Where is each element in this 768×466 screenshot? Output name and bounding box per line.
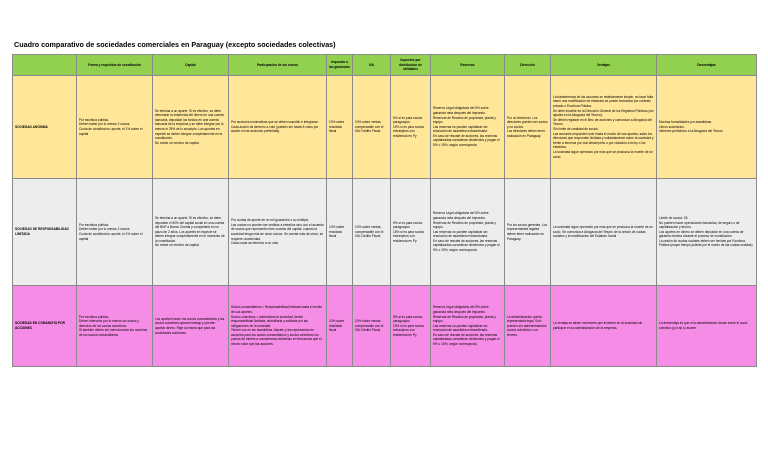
cell-text: Límite de socios: 25. (659, 215, 689, 220)
cell-text: Se efectúa a un aporte. Si es efectivo, se debe demostrar la existencia del dinero en una cuenta bancaria, depositar los fondos en una cuenta bancaria de la empresa y se debe integrar por lo menos el 25% de lo suscripto. Los aportes en especie se deben integrar completamente en la constitución. (155, 108, 224, 141)
cell-text: Reserva Legal obligatoria del 5% sobre ganancia neta después del impuesto. (433, 211, 489, 220)
header-cell: Ventajas (551, 55, 657, 76)
cell-text: No pueden hacer operaciones bancarias, de seguro o de capitalización y ahorro. (659, 220, 740, 230)
header-cell: Desventajas (657, 55, 757, 76)
table-cell (77, 179, 153, 286)
row-label: SOCIEDAD DE RESPONSABILIDAD LIMITADA (13, 179, 77, 286)
cell-text: Los aportes hacen los socios comanditarios y los socios colectivos aportan trabajo y pueden aportar dinero. Rige la misma que para las sociedades anónimas. (155, 316, 225, 335)
cell-text: Por los socios gerentes. Los representantes legales deben tener radicación en Paraguay. (507, 222, 548, 241)
table-cell (353, 286, 391, 367)
table-row-sociedad-comandita-acciones (13, 286, 757, 367)
table-cell (657, 286, 757, 367)
cell-text: Reservas de Revalúo de propiedad, planta y equipo. (433, 115, 496, 125)
cell-text: Cada cuota da derecho a un voto. (231, 241, 280, 246)
comparison-table (12, 54, 757, 367)
cell-text: Por acciones nominativas que se deben suscribir e integrarse. (231, 120, 319, 125)
cell-text: 5% si es para socios paraguayos (393, 115, 423, 125)
table-row-sociedad-anonima (13, 76, 757, 179)
cell-text: 10% sobre resultado fiscal (329, 225, 345, 239)
cell-text: La ventaja es atraer inversores que invierten en la sociedad sin participar en la administración de la empresa. (553, 321, 643, 330)
cell-text: Se efectúa a un aporte. Si es efectivo, se debe depositar el 50% del capital social en una cuenta del BNF a Banco Central y completarlo en un plazo de 2 años. Los aportes en especie se deben integrar completamente en el momento de la constitución. (155, 215, 225, 243)
cell-text: Si también deben ser mencionados los nombres de los socios comanditarios (79, 328, 148, 337)
table-cell (327, 76, 353, 179)
table-cell (229, 76, 327, 179)
cell-text: No existe un mínimo de capital. (155, 243, 200, 248)
cell-text: No existe un mínimo de capital. (155, 140, 200, 145)
table-cell (505, 76, 551, 179)
cell-text: 10% sobre ventas, compensable con el IVA Crédito Fiscal. (355, 120, 384, 134)
cell-text: Por cuotas de aporte de un mil guaraníes o su múltiplo. (231, 218, 310, 223)
table-cell (391, 76, 431, 179)
table-cell (431, 76, 505, 179)
header-cell (13, 55, 77, 76)
table-cell (657, 76, 757, 179)
cell-text: Por escritura pública. (79, 117, 109, 122)
table-cell (551, 179, 657, 286)
table-cell (391, 179, 431, 286)
cell-text: Sin límite de cantidad de socios. (553, 127, 599, 131)
cell-text: La transferencia de las acciones es relativamente simple, no hace falta hacer una modificación de estatutos se puede formalizar por contrato privado o Escritura Pública. (553, 94, 654, 109)
cell-text: Cuota de constitución: aporte, el 1% sobre el capital (79, 232, 143, 241)
row-label: SOCIEDAD ANÓNIMA (13, 76, 77, 179)
cell-text: Cuota de constitución: aporte, el 1% sobre el capital (79, 127, 143, 136)
cell-text: Se debe inscribir en la Dirección General de los Registros Públicos (sin ajustes en la Abogacía del Tesoro). (553, 108, 654, 118)
cell-text: Por un directorio. Los directores pueden ser socios y no socios. (507, 115, 548, 129)
header-cell: Capital (153, 55, 229, 76)
table-cell (551, 286, 657, 367)
cell-text: La sociedad sigue operando por más que se produzca la muerte de un socio. Se comunica a Abogacía del Tesoro de la cesión de cuotas sociales y la modificación del Estatuto Social (553, 225, 653, 239)
header-row (13, 55, 757, 76)
header-cell: Reservas (431, 55, 505, 76)
cell-text: La sociedad sigue operando por más que se produzca la muerte de un socio. (553, 149, 653, 159)
cell-text: 10% sobre resultado fiscal (329, 319, 345, 333)
cell-text: Informes periódicos a la Abogacía del Tesoro. (659, 129, 724, 134)
cell-text: Reserva Legal obligatoria del 5% sobre ganancia neta después del impuesto. (433, 305, 489, 314)
cell-text: Socios colectivos = administran la sociedad, tienen responsabilidad limitada, subsidiaria y solidaria por las obligaciones de la sociedad. (231, 314, 308, 328)
cell-text: Las acciones responden solo hasta el monto de sus aportes, salvo los directores que responden limitada y solidariamente sobre la sociedad y frente a terceros por mal desempeño o por violación a la ley o los estatutos. (553, 131, 654, 150)
table-cell (153, 179, 229, 286)
cell-text: La administración queda representada legal. Solo pueden ser administradores socios colectivos o un tercero. (507, 314, 547, 337)
cell-text: Socios comanditarios = Responsabilidad limitada hasta el monto de sus aportes. (231, 305, 323, 314)
cell-text: 5% si es para socios paraguayos (393, 220, 423, 230)
table-cell (153, 76, 229, 179)
table-cell (391, 286, 431, 367)
cell-text: 10% sobre ventas, compensable con el IVA Crédito Fiscal. (355, 225, 384, 239)
cell-text: 10% sobre resultado fiscal (329, 120, 345, 134)
cell-text: Reservas de Revalúo de propiedad, planta y equipo. (433, 220, 496, 230)
cell-text: En caso de rescate de acciones, las reservas capitalizadas consideran dividendos y pagan el 5% o 15%, según corresponda (433, 133, 500, 148)
table-cell (327, 179, 353, 286)
table-cell (657, 179, 757, 286)
cell-text: La desventaja es que si la administración decae sobre el socio colectivo (por si) lo asume (659, 321, 748, 330)
cell-text: 15% si es para socios extranjeros con residencia en Py (393, 229, 425, 243)
cell-text: Se deben registrar en el libro de acciones y comunicar a Abogacía del Tesoro. (553, 117, 652, 127)
row-label: SOCIEDAD EN COMANDITA POR ACCIONES (13, 286, 77, 367)
table-cell (229, 179, 327, 286)
table-cell (77, 286, 153, 367)
header-cell: Dirección (505, 55, 551, 76)
cell-text: La cesión de cuotas sociales deben ser hechas por Escritura Pública (mayor tiempo judicial por el monto de las cuotas cedidas) (659, 238, 753, 248)
cell-text: Por escritura pública. (79, 222, 109, 227)
table-cell (353, 179, 391, 286)
cell-text: 10% sobre ventas, compensable con el IVA Crédito Fiscal. (355, 319, 384, 333)
page-title: Cuadro comparativo de sociedades comerciales en Paraguay (excepto sociedades colectivas) (14, 40, 336, 49)
cell-text: En caso de rescate de acciones, las reservas capitalizadas consideran dividendos y pagan el 5% o 15%, según corresponda (433, 238, 500, 253)
cell-text: Las cuotas no pueden ser cedidas a extraños sino con el acuerdo de socios que representen tres cuartos del capital, cuando la sociedad tenga más de cinco socios. Se cuenta más de cinco, se requiere unanimidad. (231, 222, 324, 241)
cell-text: Las reservas no pueden capitalizar sin resolución de asamblea extraordinaria. (433, 124, 488, 134)
cell-text: Por escritura pública. (79, 314, 109, 319)
cell-text: 5% si es para socios paraguayos (393, 314, 423, 324)
header-cell: Impuesto a las ganancias (327, 55, 353, 76)
cell-text: Cada acción da derecho a voto (pueden ser hasta 5 votos por acción en las acciones preferidas). (231, 124, 319, 134)
header-cell: IVA (353, 55, 391, 76)
table-cell (77, 76, 153, 179)
table-cell (327, 286, 353, 367)
table-cell (431, 179, 505, 286)
cell-text: Deben haber por lo menos 2 socios. (79, 227, 131, 232)
cell-text: 15% si es para socios extranjeros con residencia en Py (393, 323, 425, 337)
cell-text: Deben haber por lo menos 2 socios. (79, 122, 131, 127)
cell-text: Muchas formalidades por asambleas. (659, 120, 712, 125)
cell-text: Deben intervenir por lo menos los socios y dirección de los socios colectivos. (79, 319, 140, 328)
cell-text: Los aportes en dinero se deben depositar en una cuenta de garantía mínima durante el proceso de constitución. (659, 229, 744, 239)
cell-text: Reservas de Revalúo de propiedad, planta y equipo. (433, 314, 496, 324)
header-cell: Forma y requisitos de constitución (77, 55, 153, 76)
cell-text: Reserva Legal obligatoria del 5% sobre ganancia neta después del impuesto. (433, 106, 489, 115)
table-cell (505, 286, 551, 367)
table-row-sociedad-responsabilidad-limitada (13, 179, 757, 286)
header-cell: Participación de los socios (229, 55, 327, 76)
table-cell (153, 286, 229, 367)
table-cell (505, 179, 551, 286)
table-cell (431, 286, 505, 367)
table-cell (229, 286, 327, 367)
cell-text: Las reservas no pueden capitalizar sin resolución de asamblea extraordinaria. (433, 323, 488, 333)
header-cell: Impuesto por distribución de utilidades (391, 55, 431, 76)
cell-text: 15% si es para socios extranjeros con residencia en Py (393, 124, 425, 138)
table-cell (551, 76, 657, 179)
cell-text: Libros societarios. (659, 124, 685, 129)
cell-text: Las reservas no pueden capitalizar sin resolución de asamblea extraordinaria. (433, 229, 488, 239)
cell-text: En caso de rescate de acciones, las reservas capitalizadas consideran dividendos y pagan el 5% o 15%, según corresponda (433, 332, 500, 347)
cell-text: Los directores deben tener radicación en Paraguay. (507, 129, 545, 138)
cell-text: Tienen voz en las asambleas. Asisten y les representan en acciones para los socios comanditarios y socios colectivos los puntos de interés a consideraran dividendo en frecuencia que el mismo valor que las acciones. (231, 328, 322, 347)
table-cell (353, 76, 391, 179)
